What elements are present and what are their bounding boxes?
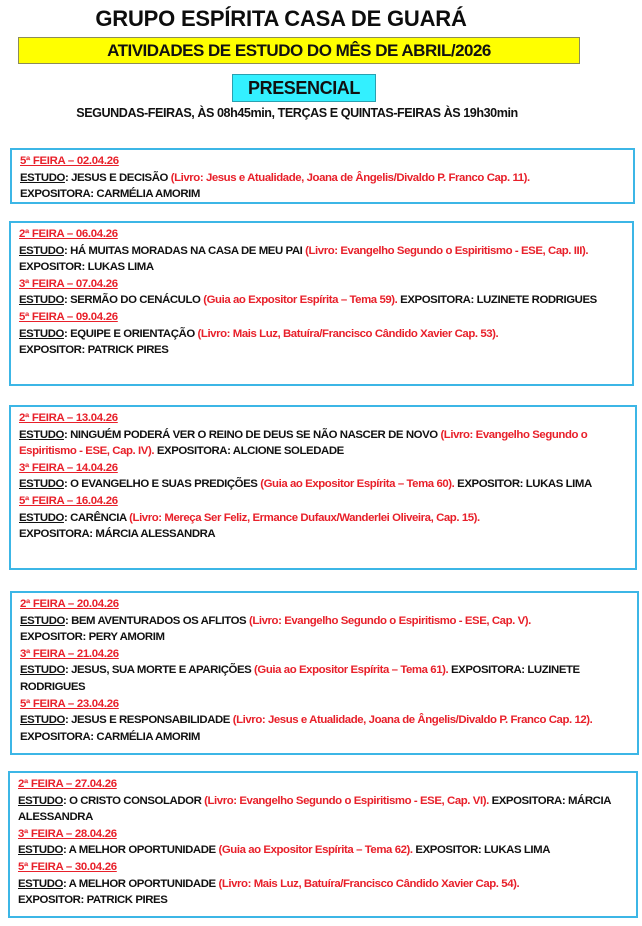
- entry-reference: (Livro: Mereça Ser Feliz, Ermance Dufaux/Wanderlei Oliveira, Cap. 15).: [129, 511, 480, 524]
- entry-reference: (Guia ao Expositor Espírita – Tema 59).: [203, 294, 398, 307]
- entry-description: [19, 476, 629, 493]
- week-box: [10, 591, 639, 755]
- entry-speaker: EXPOSITORA: MÁRCIA ALESSANDRA: [18, 794, 611, 824]
- entry-date: 5ª FEIRA – 02.04.26: [20, 155, 119, 167]
- entry-description: [19, 326, 626, 359]
- entry-speaker: EXPOSITOR: PATRICK PIRES: [19, 344, 169, 357]
- study-entry: [19, 276, 626, 309]
- entry-date: 5ª FEIRA – 16.04.26: [19, 494, 118, 507]
- entry-reference: (Livro: Mais Luz, Batuíra/Francisco Cândido Xavier Cap. 53).: [197, 327, 499, 340]
- entry-reference: (Livro: Evangelho Segundo o Espiritismo - ESE, Cap. VI).: [204, 794, 489, 807]
- entry-topic: : O EVANGELHO E SUAS PREDIÇÕES: [63, 478, 261, 491]
- entry-topic: : O CRISTO CONSOLADOR: [62, 794, 205, 807]
- study-entry: [20, 696, 631, 746]
- study-label: ESTUDO: [18, 794, 63, 807]
- study-label: ESTUDO: [19, 244, 64, 257]
- entry-description: [20, 170, 627, 203]
- entry-reference: (Livro: Evangelho Segundo o Espiritismo - ESE, Cap. V).: [248, 614, 531, 627]
- entry-description: [18, 842, 630, 859]
- study-entry: [19, 460, 629, 493]
- entry-description: [19, 243, 626, 276]
- entry-reference: (Guia ao Expositor Espírita – Tema 62).: [218, 844, 413, 857]
- entry-description: [20, 613, 631, 646]
- study-entry: [20, 646, 631, 696]
- entry-topic: : SERMÃO DO CENÁCULO: [63, 294, 204, 307]
- entry-topic: : EQUIPE E ORIENTAÇÃO: [63, 327, 198, 340]
- entry-reference: (Guia ao Expositor Espírita – Tema 61).: [254, 664, 449, 677]
- study-label: ESTUDO: [18, 877, 63, 890]
- study-entry: [19, 410, 629, 460]
- entry-speaker: EXPOSITORA: CARMÉLIA AMORIM: [20, 730, 200, 743]
- study-label: ESTUDO: [19, 428, 64, 441]
- entry-reference: (Livro: Jesus e Atualidade, Joana de Ângelis/Divaldo P. Franco Cap. 11).: [170, 171, 530, 184]
- entry-description: [19, 292, 626, 309]
- schedule-line: SEGUNDAS-FEIRAS, ÀS 08h45min, TERÇAS E QUINTAS-FEIRAS ÀS 19h30min: [76, 106, 518, 120]
- entry-date: 3ª FEIRA – 28.04.26: [18, 827, 117, 840]
- mode-badge: PRESENCIAL: [232, 74, 376, 102]
- entry-date: 2ª FEIRA – 06.04.26: [19, 228, 118, 240]
- entry-speaker: EXPOSITOR: PERY AMORIM: [20, 631, 165, 644]
- entry-topic: : A MELHOR OPORTUNIDADE: [62, 844, 219, 857]
- study-entry: [20, 596, 631, 646]
- entry-date: 3ª FEIRA – 14.04.26: [19, 461, 118, 474]
- entry-speaker: EXPOSITOR: LUKAS LIMA: [19, 261, 154, 274]
- entry-reference: (Livro: Mais Luz, Batuíra/Francisco Cândido Xavier Cap. 54).: [218, 877, 520, 890]
- entry-description: [18, 876, 630, 909]
- entry-speaker: EXPOSITOR: PATRICK PIRES: [18, 894, 168, 907]
- entry-date: 5ª FEIRA – 30.04.26: [18, 860, 117, 873]
- week-box: [9, 405, 637, 570]
- entry-topic: : JESUS, SUA MORTE E APARIÇÕES: [64, 664, 255, 677]
- entry-description: [19, 510, 629, 543]
- entry-speaker: EXPOSITOR: LUKAS LIMA: [412, 844, 551, 857]
- study-label: ESTUDO: [19, 511, 64, 524]
- entry-reference: (Livro: Evangelho Segundo o Espiritismo - ESE, Cap. IV).: [19, 428, 588, 458]
- entry-speaker: EXPOSITORA: MÁRCIA ALESSANDRA: [19, 528, 216, 541]
- study-label: ESTUDO: [20, 664, 65, 677]
- entry-topic: : NINGUÉM PODERÁ VER O REINO DE DEUS SE NÃO NASCER DE NOVO: [63, 428, 441, 441]
- entry-topic: : HÁ MUITAS MORADAS NA CASA DE MEU PAI: [63, 244, 306, 257]
- entry-topic: : BEM AVENTURADOS OS AFLITOS: [64, 614, 249, 627]
- study-label: ESTUDO: [20, 714, 65, 727]
- study-entry: [20, 153, 627, 203]
- month-banner: ATIVIDADES DE ESTUDO DO MÊS DE ABRIL/2026: [18, 37, 580, 64]
- entry-reference: (Guia ao Expositor Espírita – Tema 60).: [260, 478, 455, 491]
- entry-date: 5ª FEIRA – 23.04.26: [20, 697, 119, 710]
- study-entry: [18, 859, 630, 909]
- entry-date: 3ª FEIRA – 21.04.26: [20, 647, 119, 660]
- study-label: ESTUDO: [19, 327, 64, 340]
- week-box: [8, 771, 638, 918]
- study-entry: [18, 776, 630, 826]
- entry-date: 2ª FEIRA – 27.04.26: [18, 778, 117, 790]
- study-entry: [19, 226, 626, 276]
- entry-topic: : JESUS E RESPONSABILIDADE: [64, 714, 233, 727]
- week-box: [10, 148, 635, 204]
- entry-topic: : JESUS E DECISÃO: [64, 171, 171, 184]
- study-label: ESTUDO: [20, 614, 65, 627]
- study-label: ESTUDO: [20, 171, 65, 184]
- entry-topic: : CARÊNCIA: [63, 511, 130, 524]
- entry-speaker: EXPOSITOR: LUKAS LIMA: [454, 478, 592, 491]
- entry-description: [20, 662, 631, 695]
- organization-title: GRUPO ESPÍRITA CASA DE GUARÁ: [95, 6, 467, 31]
- entry-description: [20, 712, 631, 745]
- entry-speaker: EXPOSITORA: CARMÉLIA AMORIM: [20, 188, 200, 201]
- entry-reference: (Livro: Jesus e Atualidade, Joana de Ângelis/Divaldo P. Franco Cap. 12).: [232, 714, 593, 727]
- entry-speaker: EXPOSITORA: LUZINETE RODRIGUES: [397, 294, 597, 307]
- week-box: [9, 221, 634, 386]
- entry-speaker: EXPOSITORA: LUZINETE RODRIGUES: [20, 664, 580, 693]
- entry-date: 2ª FEIRA – 20.04.26: [20, 598, 119, 610]
- study-entry: [19, 309, 626, 359]
- study-entry: [18, 826, 630, 859]
- entry-description: [19, 427, 629, 460]
- study-entry: [19, 493, 629, 543]
- study-label: ESTUDO: [18, 844, 63, 857]
- entry-description: [18, 793, 630, 826]
- entry-date: 2ª FEIRA – 13.04.26: [19, 412, 118, 424]
- entry-date: 5ª FEIRA – 09.04.26: [19, 310, 118, 323]
- study-label: ESTUDO: [19, 478, 64, 491]
- entry-reference: (Livro: Evangelho Segundo o Espiritismo - ESE, Cap. III).: [305, 244, 589, 257]
- entry-date: 3ª FEIRA – 07.04.26: [19, 277, 118, 290]
- study-label: ESTUDO: [19, 294, 64, 307]
- entry-topic: : A MELHOR OPORTUNIDADE: [62, 877, 219, 890]
- entry-speaker: EXPOSITORA: ALCIONE SOLEDADE: [154, 445, 344, 458]
